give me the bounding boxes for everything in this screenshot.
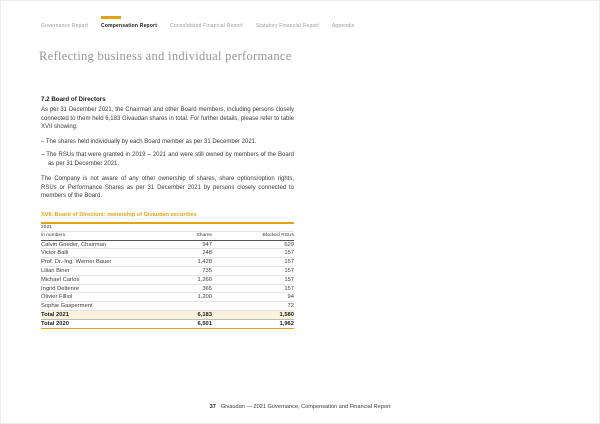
row-name: Lilian Biner <box>41 267 70 274</box>
row-blocked-rsus: 72 <box>287 303 294 310</box>
row-blocked-rsus: 157 <box>284 285 294 292</box>
row-blocked-rsus: 1,580 <box>279 311 294 318</box>
page-footer <box>1 404 599 410</box>
table-total-row <box>41 320 294 328</box>
row-shares: 1,428 <box>197 259 212 266</box>
nav-tab-label: Appendix <box>331 23 355 29</box>
row-shares: 1,260 <box>197 276 212 283</box>
header-shares: Shares <box>196 233 212 239</box>
bullet-item: – The RSUs that were granted in 2019 – 2021 and were still owned by members of the Board as per 31 December 2021. <box>41 152 294 167</box>
row-name: Sophie Gasperment <box>41 303 93 310</box>
page-title: Reflecting business and individual performance <box>39 49 292 63</box>
top-nav <box>41 16 354 29</box>
row-shares: 735 <box>202 267 212 274</box>
row-name: Victor Balli <box>41 250 69 257</box>
nav-tab-governance-report[interactable] <box>41 16 88 29</box>
row-name: Total 2021 <box>41 311 69 318</box>
table-header-row-2 <box>41 232 294 241</box>
row-blocked-rsus: 157 <box>284 250 294 257</box>
nav-tab-label: Governance Report <box>41 23 89 29</box>
ownership-table <box>41 222 294 329</box>
row-shares: 1,200 <box>197 294 212 301</box>
active-tab-indicator <box>256 16 276 19</box>
header-units: in numbers <box>41 233 66 239</box>
bullet-list <box>41 138 294 169</box>
content-column <box>41 96 294 329</box>
row-shares: 6,183 <box>197 311 212 318</box>
row-name: Calvin Grieder, Chairman <box>41 241 107 248</box>
row-name: Ingrid Deltenre <box>41 285 80 292</box>
table-row <box>41 285 294 294</box>
active-tab-indicator <box>332 16 352 19</box>
row-shares: 6,501 <box>197 320 212 327</box>
table-row <box>41 302 294 311</box>
row-name: Olivier Filliol <box>41 294 73 301</box>
table-row <box>41 293 294 302</box>
row-shares: 947 <box>202 241 212 248</box>
table-row <box>41 276 294 285</box>
row-name: Michael Carlos <box>41 276 80 283</box>
table-body <box>41 241 294 328</box>
row-shares: 248 <box>202 250 212 257</box>
active-tab-indicator <box>101 16 121 19</box>
table-row <box>41 249 294 258</box>
table-total-row <box>41 311 294 320</box>
table-row <box>41 267 294 276</box>
nav-tab-label: Compensation Report <box>101 23 158 29</box>
row-blocked-rsus: 157 <box>284 276 294 283</box>
row-name: Total 2020 <box>41 320 69 327</box>
header-blocked-rsus: Blocked RSUs <box>262 233 294 239</box>
page-number: 37 <box>209 404 216 410</box>
table-row <box>41 258 294 267</box>
row-blocked-rsus: 157 <box>284 259 294 266</box>
active-tab-indicator <box>41 16 61 19</box>
row-name: Prof. Dr.-Ing. Werner Bauer <box>41 259 112 266</box>
nav-tab-appendix[interactable] <box>332 16 354 29</box>
nav-tab-statutory-financial-report[interactable] <box>256 16 319 29</box>
active-tab-indicator <box>170 16 190 19</box>
nav-tab-consolidated-financial-report[interactable] <box>170 16 243 29</box>
header-year: 2021 <box>41 224 52 230</box>
row-blocked-rsus: 629 <box>284 241 294 248</box>
row-blocked-rsus: 94 <box>287 294 294 301</box>
row-blocked-rsus: 157 <box>284 267 294 274</box>
footer-text: Givaudan — 2021 Governance, Compensation and Financial Report <box>220 404 391 410</box>
row-shares: 365 <box>202 285 212 292</box>
section-heading: 7.2 Board of Directors <box>41 96 106 103</box>
nav-tab-label: Consolidated Financial Report <box>170 23 243 29</box>
nav-tab-label: Statutory Financial Report <box>255 23 319 29</box>
table-row <box>41 241 294 250</box>
bullet-item: – The shares held individually by each Board member as per 31 December 2021. <box>41 138 257 145</box>
table-caption: XVII. Board of Directors: ownership of Givaudan securities <box>41 211 197 218</box>
intro-paragraph: As per 31 December 2021, the Chairman and other Board members, including persons closely connected to them held 6,183 Givaudan shares in total. For further details, please refer to table XVII showing: <box>41 107 294 131</box>
row-blocked-rsus: 1,962 <box>279 320 294 327</box>
nav-tab-compensation-report[interactable] <box>101 16 157 29</box>
closing-paragraph: The Company is not aware of any other ownership of shares, share options/option rights, RSUs or Performance Shares as per 31 December 2021 by persons closely connected to members of the Board. <box>41 176 294 200</box>
table-header-row-1 <box>41 224 294 232</box>
